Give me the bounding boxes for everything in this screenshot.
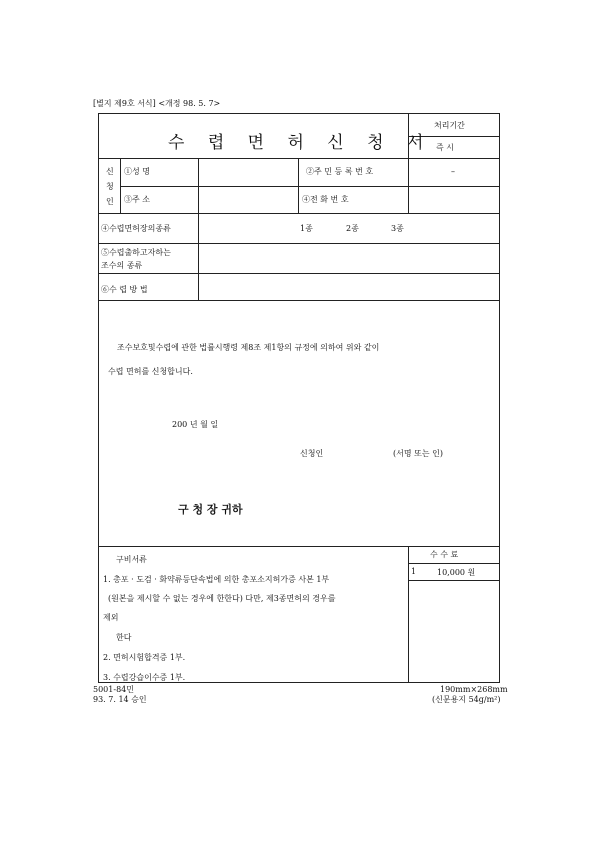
license-type-option-2[interactable]: 2종	[346, 224, 359, 233]
divider	[408, 580, 500, 581]
license-type-option-1[interactable]: 1종	[300, 224, 313, 233]
resident-number-label: ②주 민 등 록 번 호	[306, 167, 374, 176]
divider	[98, 300, 500, 301]
form-title: 수 렵 면 허 신 청 서	[168, 133, 433, 153]
processing-period-label: 처리기간	[434, 121, 465, 130]
divider	[408, 546, 409, 683]
divider	[120, 158, 121, 213]
species-label: ⑤수렵출하고자하는	[101, 248, 171, 257]
processing-period-value: 즉 시	[436, 143, 454, 152]
applicant-signature-label: 신청인	[300, 449, 324, 458]
species-field[interactable]	[199, 244, 499, 272]
signature-note: (서명 또는 인)	[393, 449, 443, 458]
document-item-1: 1. 총포 · 도검 · 화약류등단속법에 의한 총포소지허가증 사본 1부	[103, 575, 330, 584]
address-label: ③주 소	[124, 195, 150, 204]
paper-size: 190mm×268mm	[440, 685, 508, 694]
fee-amount: 10,000 원	[437, 568, 476, 577]
applicant-label-char: 청	[106, 182, 114, 191]
application-date: 200 년 월 일	[172, 420, 219, 429]
hunting-method-field[interactable]	[199, 274, 499, 299]
phone-field[interactable]	[409, 187, 499, 212]
species-label-line2: 조수의 종류	[101, 261, 143, 270]
name-label: ①성 명	[124, 167, 150, 176]
applicant-label-char: 인	[106, 197, 114, 206]
required-documents-header: 구비서류	[116, 555, 147, 564]
hunting-method-label: ⑥수 렵 방 법	[101, 285, 148, 294]
application-statement-line1: 조수보호및수렵에 관한 법률시행령 제8조 제1항의 규정에 의하여 위와 같이	[117, 343, 380, 352]
applicant-signature-field[interactable]	[330, 446, 390, 460]
addressee: 구 청 장 귀하	[178, 503, 243, 516]
divider	[298, 158, 299, 213]
document-item-2: 2. 면허시험합격증 1부.	[103, 653, 186, 662]
applicant-label-char: 신	[106, 167, 114, 176]
document-item-3: 3. 수렵강습이수증 1부.	[103, 673, 186, 682]
divider	[98, 546, 500, 547]
form-code: 5001-84민	[93, 685, 134, 694]
resident-number-field[interactable]: –	[451, 167, 455, 176]
document-item-1-condition: (원본을 제시할 수 없는 경우에 한한다) 다만, 제3종면허의 경우를	[108, 594, 336, 603]
phone-label: ④전 화 번 호	[302, 195, 349, 204]
divider	[98, 213, 500, 214]
paper-spec: (신문용지 54g/m²)	[432, 695, 501, 704]
address-field[interactable]	[199, 187, 297, 212]
license-type-label: ④수렵면허장의종류	[101, 224, 171, 233]
name-field[interactable]	[199, 159, 297, 185]
divider	[98, 158, 500, 159]
fee-label: 수 수 료	[430, 550, 459, 559]
application-statement-line2: 수렵 면허를 신청합니다.	[108, 367, 193, 376]
divider	[408, 563, 500, 564]
license-type-option-3[interactable]: 3종	[391, 224, 404, 233]
document-item-1-condition-cont: 제외	[103, 613, 119, 622]
approval-date: 93. 7. 14 승인	[93, 695, 147, 704]
fee-mark: 1	[411, 567, 417, 576]
form-header-note: [별지 제9호 서식] <개정 98. 5. 7>	[93, 99, 221, 108]
document-item-1-condition-end: 한다	[116, 633, 132, 642]
